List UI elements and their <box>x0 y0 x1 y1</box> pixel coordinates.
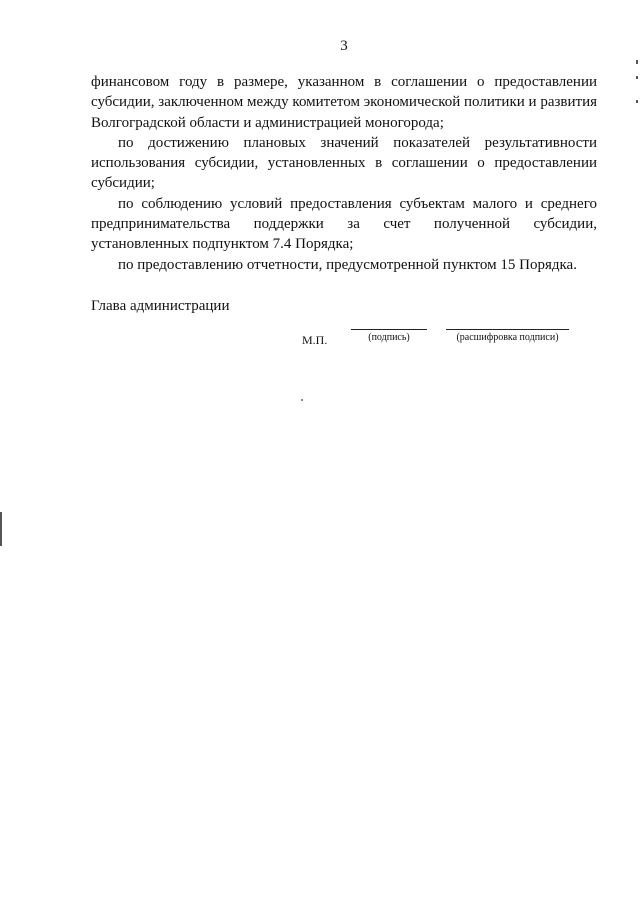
signature-caption: (подпись) <box>368 332 410 343</box>
stamp-label: М.П. <box>302 333 328 347</box>
paragraph-support-conditions: по соблюдению условий предоставления субъектам малого и среднего предпринимательства поддержки за счет полученной субсидии, установленных подпунктом 7.4 Порядка; <box>91 195 597 253</box>
decoding-line <box>446 329 569 330</box>
scan-edge-mark <box>636 76 638 79</box>
body-text <box>91 72 597 275</box>
paragraph-continuation: финансовом году в размере, указанном в соглашении о предоставлении субсидии, заключенном между комитетом экономической политики и развития Волгоградской области и администрацией моногорода; <box>91 74 597 131</box>
decoding-caption: (расшифровка подписи) <box>456 332 559 343</box>
scan-edge-mark <box>636 100 638 103</box>
page-number: 3 <box>340 38 348 54</box>
signature-line <box>351 329 427 330</box>
scan-speck <box>301 399 303 401</box>
paragraph-target-indicators: по достижению плановых значений показателей результативности использования субсидии, установленных в соглашении о предоставлении субсидии; <box>91 134 597 192</box>
signature-title: Глава администрации <box>91 298 230 314</box>
paragraph-reporting: по предоставлению отчетности, предусмотренной пунктом 15 Порядка. <box>118 256 577 273</box>
scan-edge-mark <box>636 60 638 64</box>
scan-edge-mark <box>0 512 2 546</box>
